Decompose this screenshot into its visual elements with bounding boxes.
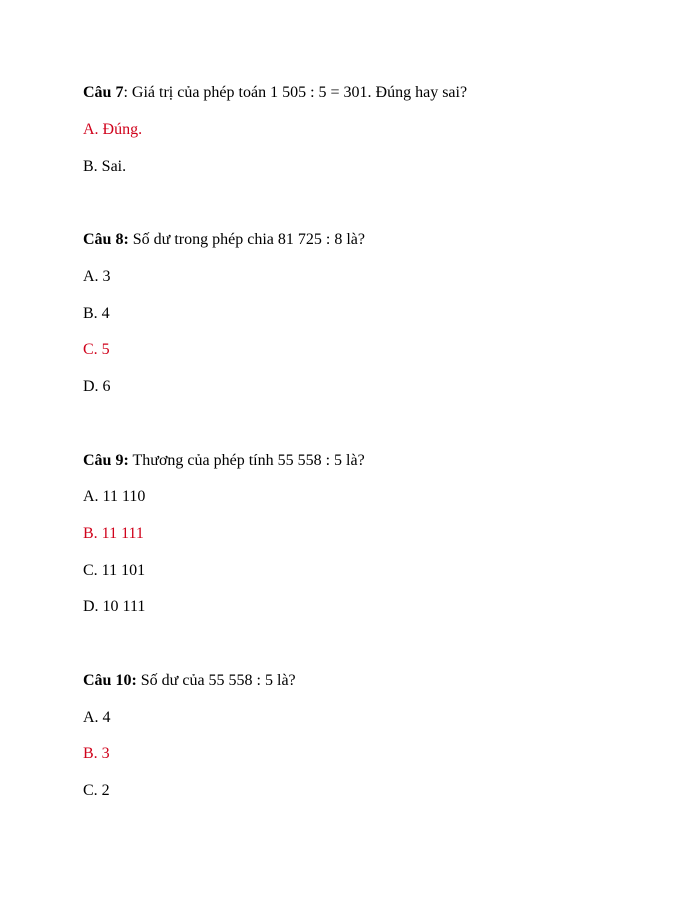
question-9-text: Thương của phép tính 55 558 : 5 là? [128,452,365,469]
question-10-option-c: C. 2 [83,782,110,799]
question-10-text: Số dư của 55 558 : 5 là? [136,672,296,689]
question-9-option-b: B. 11 111 [83,525,144,542]
question-8-label: Câu 8: [83,231,129,248]
question-7-text: Giá trị của phép toán 1 505 : 5 = 301. Đúng hay sai? [127,84,468,101]
question-8-option-d: D. 6 [83,378,111,395]
question-9-option-c: C. 11 101 [83,562,146,579]
question-7-label: Câu 7 [83,84,124,101]
question-10-label: Câu 10: [83,672,137,689]
question-10 [83,671,296,691]
question-8 [83,230,365,250]
question-8-option-c: C. 5 [83,341,110,358]
question-9-option-a: A. 11 110 [83,488,146,505]
question-9 [83,451,365,471]
question-9-option-d: D. 10 111 [83,598,146,615]
question-8-text: Số dư trong phép chia 81 725 : 8 là? [128,231,365,248]
question-8-option-b: B. 4 [83,305,110,322]
question-7 [83,83,467,103]
question-10-option-b: B. 3 [83,745,110,762]
question-9-label: Câu 9: [83,452,129,469]
question-10-option-a: A. 4 [83,709,111,726]
question-7-option-b: B. Sai. [83,158,127,175]
question-7-option-a: A. Đúng. [83,121,143,138]
question-8-option-a: A. 3 [83,268,111,285]
question-7-sep: : [123,84,128,101]
